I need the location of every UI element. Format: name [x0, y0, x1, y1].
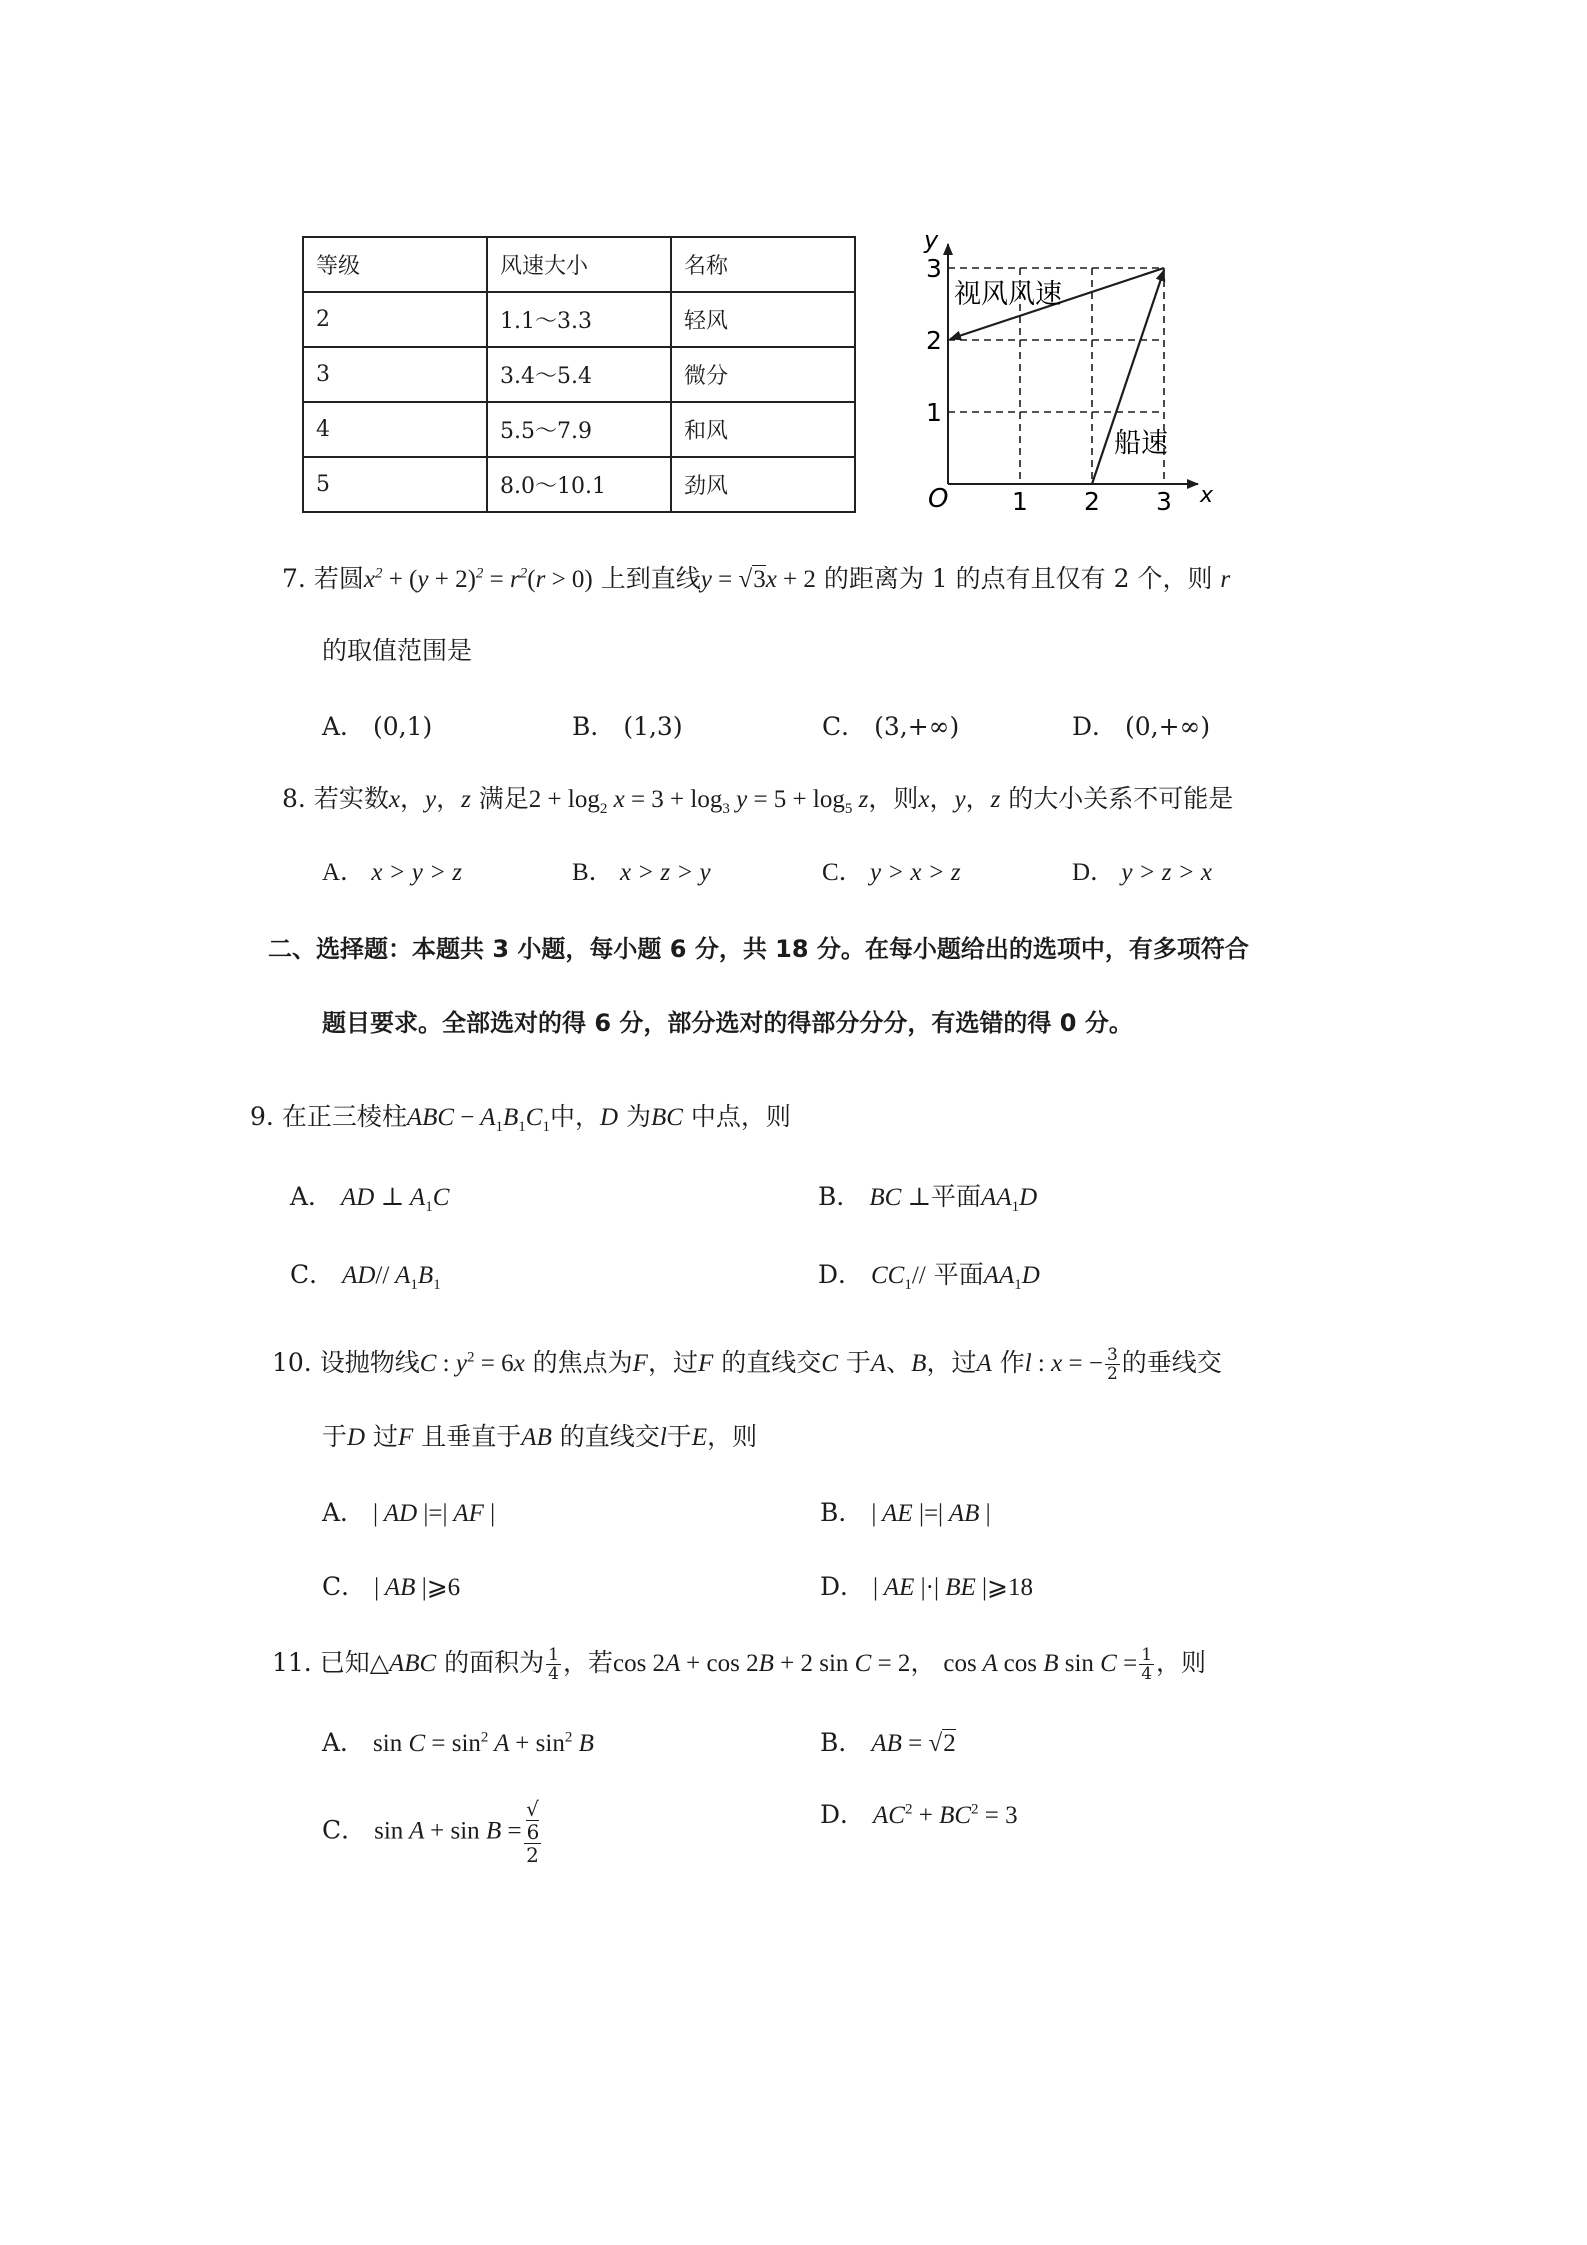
variable-r: r [1220, 566, 1231, 593]
table-header-cell: 等级 [303, 237, 487, 292]
question-text: ，过 [647, 1348, 698, 1377]
question-text: 中， [549, 1102, 600, 1131]
table-header-row [303, 237, 855, 292]
q9-option-a[interactable]: A． AD ⊥ $A_1C$ [290, 1182, 450, 1215]
question-text: 的焦点为 [532, 1348, 633, 1377]
question-text: 的垂线交 [1121, 1348, 1222, 1377]
table-cell: 2 [303, 292, 487, 347]
question-text: 若圆 [313, 564, 364, 593]
q11-option-b[interactable]: B． AB = √2 [820, 1728, 956, 1757]
question-text: 的直线交 [559, 1422, 660, 1451]
question-text: 为 [625, 1102, 651, 1131]
option-letter: D． [820, 1800, 866, 1829]
section-2-heading: 二、选择题：本题共 3 小题，每小题 6 分，共 18 分。在每小题给出的选项中，有多项符合 [268, 935, 1249, 963]
q11-option-a[interactable]: A． $\sin C = \sin^2 A + \sin^2 B$ [322, 1728, 594, 1757]
table-cell: 1.1～3.3 [487, 292, 671, 347]
question-text: 、 [886, 1348, 912, 1377]
question-text: 作 [999, 1348, 1025, 1377]
apparent-wind-label: 视风风速 [954, 279, 1062, 310]
option-letter: C． [322, 1815, 367, 1845]
wind-vector-figure [900, 230, 1220, 520]
option-value: (0,+∞) [1125, 712, 1211, 741]
question-7 [282, 562, 1230, 597]
question-text: 于 [322, 1422, 348, 1451]
table-cell: 3.4～5.4 [487, 347, 671, 402]
table-row [303, 457, 855, 512]
question-text: 上到直线 [600, 564, 701, 593]
table-header-cell: 名称 [671, 237, 855, 292]
question-text: 的取值范围是 [322, 636, 473, 665]
plane-label: 平面 [933, 1260, 984, 1289]
question-text: ，则 [707, 1422, 758, 1451]
option-letter: A． [322, 1498, 366, 1527]
q9-option-b[interactable]: B． BC ⊥平面$AA_1D$ [818, 1182, 1038, 1215]
question-text: 过 [373, 1422, 399, 1451]
question-text: 设抛物线 [319, 1348, 420, 1377]
table-cell: 5 [303, 457, 487, 512]
option-value: (3,+∞) [874, 712, 960, 741]
option-letter: D． [1072, 859, 1116, 886]
option-value: (0,1) [373, 712, 433, 741]
option-letter: C． [290, 1260, 335, 1289]
option-letter: D． [1072, 712, 1118, 741]
table-row [303, 402, 855, 457]
question-text: 的大小关系不可能是 [1008, 784, 1234, 813]
question-10-cont: 于D 过F 且垂直于AB 的直线交l于E，则 [322, 1422, 758, 1451]
option-letter: D． [818, 1260, 864, 1289]
q7-option-a[interactable] [322, 710, 432, 744]
question-text: 在正三棱柱 [281, 1102, 407, 1131]
q10-option-a[interactable]: A． | AD |=| AF | [322, 1498, 496, 1527]
line-equation: y = √3x + 2 [700, 566, 816, 593]
question-text: 于 [666, 1422, 692, 1451]
option-letter: A． [290, 1182, 334, 1211]
option-value: y > x > z [869, 859, 961, 886]
q8-option-c[interactable] [822, 856, 961, 890]
q9-option-c[interactable]: C． AD// $A_1B_1$ [290, 1260, 441, 1293]
x-tick-label: 2 [1084, 487, 1100, 516]
circle-equation: $x^2 + (y + 2)^2 = r^2(r > 0)$ [363, 565, 593, 593]
y-tick-label: 2 [926, 326, 942, 355]
option-value: y > z > x [1121, 859, 1212, 886]
q8-option-b[interactable] [572, 856, 711, 890]
question-number: 7. [282, 564, 306, 593]
option-value: (1,3) [623, 712, 683, 741]
q7-option-b[interactable] [572, 710, 683, 744]
q11-option-d[interactable]: D． $AC^2 + BC^2 = 3$ [820, 1800, 1018, 1829]
wind-grade-table [302, 236, 856, 513]
plane-label: 平面 [931, 1182, 982, 1211]
table-row [303, 292, 855, 347]
x-tick-label: 3 [1156, 487, 1172, 516]
table-cell: 4 [303, 402, 487, 457]
q8-option-a[interactable] [322, 856, 462, 890]
question-text: 的距离为 1 的点有且仅有 2 个，则 [823, 564, 1213, 593]
question-text: ，则 [1156, 1648, 1207, 1677]
q11-option-c[interactable]: C． sin A + sin B = √ 6 2 [322, 1797, 540, 1867]
section-2-heading-cont: 题目要求。全部选对的得 6 分，部分选对的得部分分分，有选错的得 0 分。 [322, 1009, 1133, 1037]
table-cell: 微分 [671, 347, 855, 402]
option-value: x > y > z [371, 859, 462, 886]
table-cell: 5.5～7.9 [487, 402, 671, 457]
question-text: 于 [845, 1348, 871, 1377]
x-tick-label: 1 [1012, 487, 1028, 516]
question-number: 8. [282, 784, 306, 813]
option-letter: C． [322, 1572, 367, 1601]
option-letter: C． [822, 712, 867, 741]
option-letter: B． [820, 1498, 864, 1527]
q10-option-b[interactable]: B． | AE |=| AB | [820, 1498, 991, 1527]
table-header-cell: 风速大小 [487, 237, 671, 292]
table-row [303, 347, 855, 402]
question-number: 9. [250, 1102, 274, 1131]
question-11: 11. 已知△ABC 的面积为 $\frac{1}{4}$ ，若cos 2A + cos 2B + 2 sin C = 2， cos A cos B sin C = $\frac{1}{4}$ ，则 [272, 1645, 1207, 1684]
question-text: ，则 [868, 784, 919, 813]
question-text: 的直线交 [721, 1348, 822, 1377]
ship-speed-label: 船速 [1114, 428, 1168, 459]
option-letter: B． [572, 859, 614, 886]
question-text: ，过 [926, 1348, 977, 1377]
y-tick-label: 1 [926, 398, 942, 427]
option-letter: D． [820, 1572, 866, 1601]
option-letter: B． [820, 1728, 864, 1757]
table-cell: 轻风 [671, 292, 855, 347]
question-10: 10. 设抛物线C : $y^2 = 6x$ 的焦点为F，过F 的直线交C 于A、B，过A 作l : x = − $\frac{3}{2}$ 的垂线交 [272, 1345, 1222, 1384]
option-letter: C． [822, 859, 864, 886]
question-number: 11. [272, 1648, 312, 1677]
y-tick-label: 3 [926, 254, 942, 283]
option-letter: B． [818, 1182, 862, 1211]
option-value: x > z > y [619, 859, 711, 886]
option-letter: A． [322, 712, 366, 741]
y-axis-label: y [924, 230, 939, 254]
question-number: 10. [272, 1348, 312, 1377]
question-text: 的面积为 [444, 1648, 545, 1677]
question-text: 中点，则 [690, 1102, 791, 1131]
option-letter: A． [322, 1728, 366, 1757]
question-text: 已知△ [319, 1648, 389, 1677]
origin-label: O [928, 484, 949, 514]
question-text: 且垂直于 [421, 1422, 522, 1451]
q7-option-d[interactable] [1072, 710, 1210, 744]
question-7-cont [322, 634, 472, 668]
q9-option-d[interactable]: D． $CC_1//$ 平面$AA_1D$ [818, 1260, 1040, 1293]
option-letter: A． [322, 859, 366, 886]
q7-option-c[interactable] [822, 710, 959, 744]
question-text: 满足 [478, 784, 529, 813]
question-8: 8. 若实数x，y，z 满足$2 + \log_2 x = 3 + \log_3 y = 5 + \log_5 z$，则x，y，z 的大小关系不可能是 [282, 784, 1234, 817]
x-axis-label: x [1200, 483, 1214, 508]
q10-option-d[interactable]: D． | AE |·| BE |⩾18 [820, 1572, 1033, 1601]
q10-option-c[interactable]: C． | AB |⩾6 [322, 1572, 461, 1601]
option-letter: B． [572, 712, 616, 741]
q8-option-d[interactable] [1072, 856, 1212, 890]
log-equation: $2 + \log_2 x = 3 + \log_3 y = 5 + \log_5 z$ [528, 786, 869, 817]
table-cell: 3 [303, 347, 487, 402]
table-cell: 和风 [671, 402, 855, 457]
question-9: 9. 在正三棱柱ABC − $A_1B_1C_1$中，D 为BC 中点，则 [250, 1102, 791, 1135]
question-text: 若实数 [313, 784, 389, 813]
table-cell: 8.0～10.1 [487, 457, 671, 512]
question-text: ，若 [562, 1648, 613, 1677]
table-cell: 劲风 [671, 457, 855, 512]
question-text: ， [910, 1648, 936, 1677]
